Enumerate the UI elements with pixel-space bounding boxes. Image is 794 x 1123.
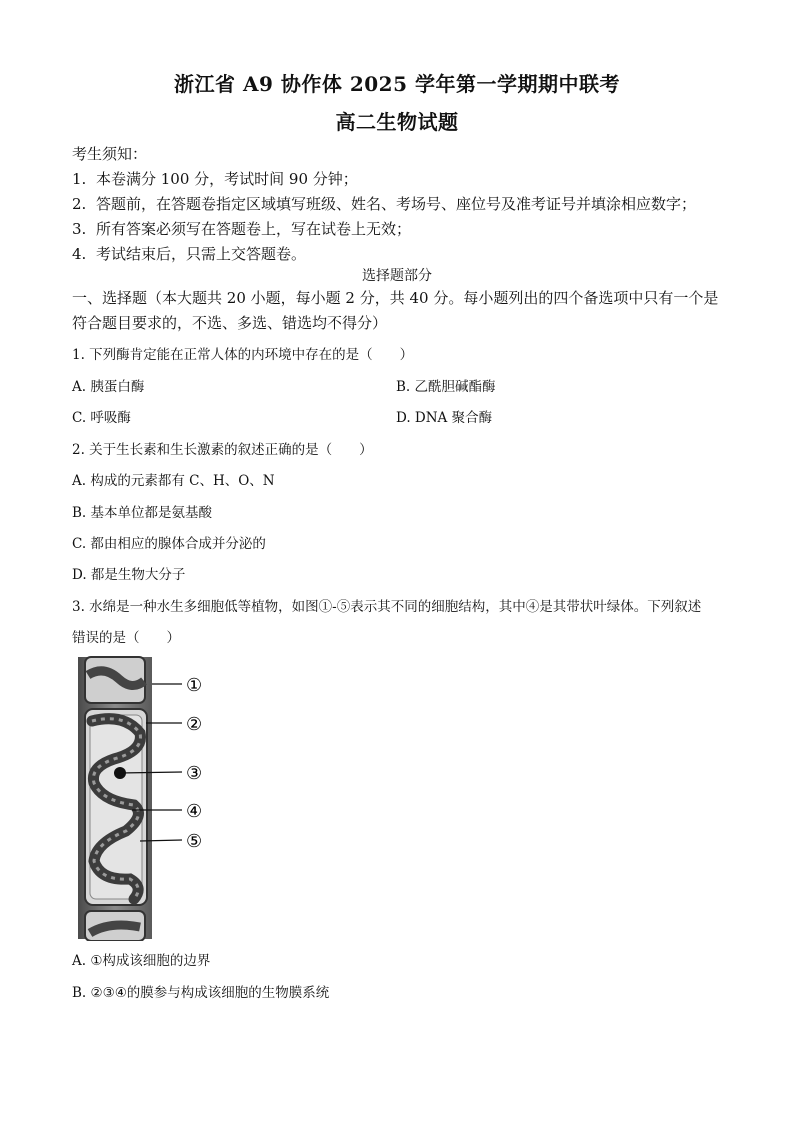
notice-item-text: 所有答案必须写在答题卷上，写在试卷上无效； — [96, 220, 412, 238]
question-3-option-b: B. ②③④的膜参与构成该细胞的生物膜系统 — [72, 985, 330, 1001]
figure-label-1: ① — [186, 675, 203, 696]
notice-item-number: 1. — [72, 170, 87, 188]
section-instructions: 一、选择题（本大题共 20 小题，每小题 2 分，共 40 分。每小题列出的四个备选项中只有一个是符合题目要求的，不选、多选、错选均不得分） — [72, 289, 719, 332]
notice-item-text: 考试结束后，只需上交答题卷。 — [96, 245, 307, 263]
notice-heading: 考生须知： — [72, 145, 148, 163]
spirogyra-cell-figure — [74, 655, 214, 941]
question-3-stem: 3. 水绵是一种水生多细胞低等植物，如图①-⑤表示其不同的细胞结构，其中④是其带状叶绿体。下列叙述 — [72, 599, 702, 615]
figure-label-3: ③ — [186, 763, 203, 784]
question-2-option-a: A. 构成的元素都有 C、H、O、N — [72, 473, 275, 489]
question-2-option-c: C. 都由相应的腺体合成并分泌的 — [72, 536, 266, 552]
notice-item — [72, 218, 411, 239]
question-3-stem-continued: 错误的是（ ） — [72, 630, 180, 646]
section-title: 选择题部分 — [362, 268, 432, 284]
notice-item — [72, 168, 358, 189]
exam-title: 浙江省 A9 协作体 2025 学年第一学期期中联考 — [174, 72, 620, 96]
exam-subtitle: 高二生物试题 — [335, 110, 459, 134]
question-1-stem: 1. 下列酶肯定能在正常人体的内环境中存在的是（ ） — [72, 347, 414, 363]
notice-item-text: 答题前，在答题卷指定区域填写班级、姓名、考场号、座位号及准考证号并填涂相应数字； — [96, 195, 697, 213]
question-1-option-c: C. 呼吸酶 — [72, 410, 131, 426]
notice-item — [72, 243, 306, 264]
notice-item-number: 3. — [72, 220, 87, 238]
notice-item-text: 本卷满分 100 分，考试时间 90 分钟； — [96, 170, 358, 188]
question-2-option-b: B. 基本单位都是氨基酸 — [72, 505, 213, 521]
notice-item-number: 4. — [72, 245, 87, 263]
figure-label-2: ② — [186, 714, 203, 735]
question-2-stem: 2. 关于生长素和生长激素的叙述正确的是（ ） — [72, 442, 373, 458]
notice-item-number: 2. — [72, 195, 87, 213]
question-1-option-a: A. 胰蛋白酶 — [72, 379, 145, 395]
notice-item — [72, 193, 696, 214]
question-1-option-d: D. DNA 聚合酶 — [396, 410, 493, 426]
question-3-option-a: A. ①构成该细胞的边界 — [72, 953, 211, 969]
question-2-option-d: D. 都是生物大分子 — [72, 567, 186, 583]
figure-label-5: ⑤ — [186, 831, 203, 852]
figure-label-4: ④ — [186, 801, 203, 822]
question-1-option-b: B. 乙酰胆碱酯酶 — [396, 379, 496, 395]
